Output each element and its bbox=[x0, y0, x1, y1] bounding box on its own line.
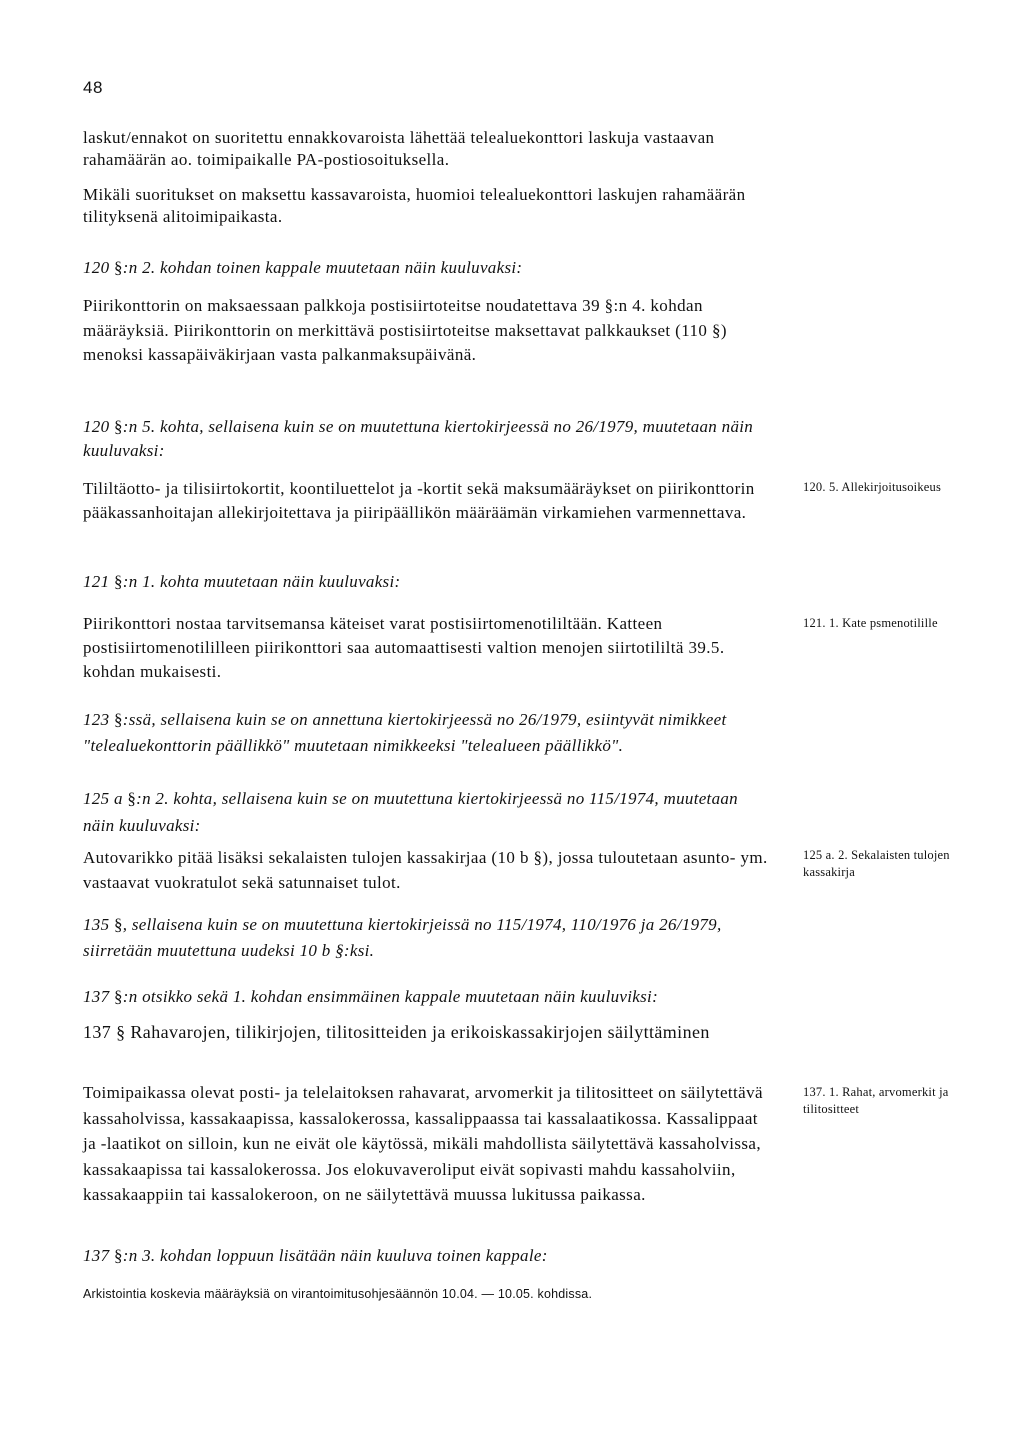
section-sign: § bbox=[127, 789, 137, 808]
margin-note-121-1: 121. 1. Kate psmenotilille bbox=[803, 616, 938, 630]
amendment-text: :n 1. kohta muutetaan näin kuuluvaksi: bbox=[122, 572, 401, 591]
section-sign: § bbox=[113, 987, 123, 1006]
margin-note-120-5: 120. 5. Allekirjoitusoikeus bbox=[803, 480, 942, 494]
paragraph-text: Toimipaikassa olevat posti- ja telelaitoksen rahavarat, arvomerkit ja tilitositteet on säilytettävä kassaholvissa, kassakaapissa, kassalokerossa, kassalippaassa tai kassalaatikossa. Kassalippaat ja -laatikot on silloin, kun ne eivät ole käytössä, mikäli mahdollista säilytettävä kassaholvissa, kassakaapissa tai kassalokerossa. Jos elokuvaveroliput eivät sopivasti mahdu kassaholviin, kassakaappiin tai kassalokeroon, on ne säilytettävä muussa lukitussa paikassa. bbox=[83, 1083, 763, 1204]
footnote: Arkistointia koskevia määräyksiä on virantoimitusohjesäännön 10.04. — 10.05. kohdissa. bbox=[83, 1287, 593, 1301]
amendment-text: :n otsikko sekä 1. kohdan ensimmäinen kappale muutetaan näin kuuluviksi: bbox=[122, 987, 659, 1006]
amendment-137-1 bbox=[83, 985, 773, 1009]
margin-note-137-1: 137. 1. Rahat, arvomerkit ja tilitositteet bbox=[803, 1085, 949, 1116]
page-number: 48 bbox=[83, 78, 103, 97]
amendment-120-2 bbox=[83, 256, 773, 280]
paragraph-text: Piirikonttori nostaa tarvitsemansa käteiset varat postisiirtomenotililtään. Katteen postisiirtomenotililleen piirikonttori saa automaattisesti valtion menojen siirtotililtä 39.5. kohdan mukaisesti. bbox=[83, 614, 725, 681]
section-number: 137 bbox=[83, 1246, 110, 1265]
amendment-135 bbox=[83, 912, 773, 964]
section-sign: § bbox=[113, 1246, 123, 1265]
section-number: 123 bbox=[83, 710, 110, 729]
paragraph-120-5 bbox=[83, 477, 773, 525]
amendment-text: :n 2. kohta, sellaisena kuin se on muutettuna kiertokirjeessä no 115/1974, muutetaan näin kuuluvaksi: bbox=[83, 789, 738, 835]
paragraph-125a-2 bbox=[83, 845, 773, 895]
paragraph-121-1 bbox=[83, 612, 773, 684]
intro-text-2: Mikäli suoritukset on maksettu kassavaroista, huomioi telealuekonttori laskujen rahamäärän tilityksenä alitoimipaikasta. bbox=[83, 185, 746, 226]
amendment-text: :n 2. kohdan toinen kappale muutetaan näin kuuluvaksi: bbox=[122, 258, 523, 277]
section-number: 120 bbox=[83, 258, 110, 277]
amendment-text: , sellaisena kuin se on muutettuna kiertokirjeissä no 115/1974, 110/1976 ja 26/1979, siirretään muutettuna uudeksi 10 b §:ksi. bbox=[83, 915, 722, 960]
section-heading-137: 137 § Rahavarojen, tilikirjojen, tilitositteiden ja erikoiskassakirjojen säilyttäminen bbox=[83, 1022, 710, 1042]
amendment-125a-2 bbox=[83, 785, 773, 839]
margin-note-125a-2: 125 a. 2. Sekalaisten tulojen kassakirja bbox=[803, 848, 950, 879]
intro-paragraph-1 bbox=[83, 127, 773, 171]
intro-paragraph-2 bbox=[83, 184, 773, 228]
section-number: 137 bbox=[83, 987, 110, 1006]
section-sign: § bbox=[113, 915, 123, 934]
amendment-121-1 bbox=[83, 570, 773, 594]
paragraph-137-1 bbox=[83, 1080, 773, 1208]
paragraph-text: Tililtäotto- ja tilisiirtokortit, koontiluettelot ja -kortit sekä maksumääräykset on piirikonttorin pääkassanhoitajan allekirjoitettava ja piiripäällikön määräämän virkamiehen varmennettava. bbox=[83, 479, 755, 522]
section-number: 135 bbox=[83, 915, 110, 934]
amendment-text: :ssä, sellaisena kuin se on annettuna kiertokirjeessä no 26/1979, esiintyvät nimikkeet "telealuekonttorin päällikkö" muutetaan nimikkeeksi "telealueen päällikkö". bbox=[83, 710, 727, 755]
amendment-120-5 bbox=[83, 415, 773, 463]
paragraph-text: Autovarikko pitää lisäksi sekalaisten tulojen kassakirjaa (10 b §), jossa tuloutetaan asunto- ym. vastaavat vuokratulot sekä satunnaiset tulot. bbox=[83, 848, 768, 892]
intro-text-1: laskut/ennakot on suoritettu ennakkovaroista lähettää telealuekonttori laskuja vastaavan rahamäärän ao. toimipaikalle PA-postiosoituksella. bbox=[83, 128, 715, 169]
section-sign: § bbox=[113, 710, 123, 729]
amendment-text: :n 5. kohta, sellaisena kuin se on muutettuna kiertokirjeessä no 26/1979, muutetaan näin kuuluvaksi: bbox=[83, 417, 754, 460]
section-sign: § bbox=[113, 258, 123, 277]
section-number: 120 bbox=[83, 417, 110, 436]
section-number: 125 a bbox=[83, 789, 123, 808]
section-sign: § bbox=[113, 572, 123, 591]
amendment-text: :n 3. kohdan loppuun lisätään näin kuuluva toinen kappale: bbox=[122, 1246, 548, 1265]
section-number: 121 bbox=[83, 572, 110, 591]
paragraph-120-2 bbox=[83, 294, 773, 368]
section-sign: § bbox=[113, 417, 123, 436]
amendment-123 bbox=[83, 707, 773, 759]
amendment-137-3 bbox=[83, 1244, 773, 1268]
paragraph-text: Piirikonttorin on maksaessaan palkkoja postisiirtoteitse noudatettava 39 §:n 4. kohdan määräyksiä. Piirikonttorin on merkittävä postisiirtoteitse maksettavat palkkaukset (110 §) menoksi kassapäiväkirjaan vasta palkanmaksupäivänä. bbox=[83, 296, 727, 364]
